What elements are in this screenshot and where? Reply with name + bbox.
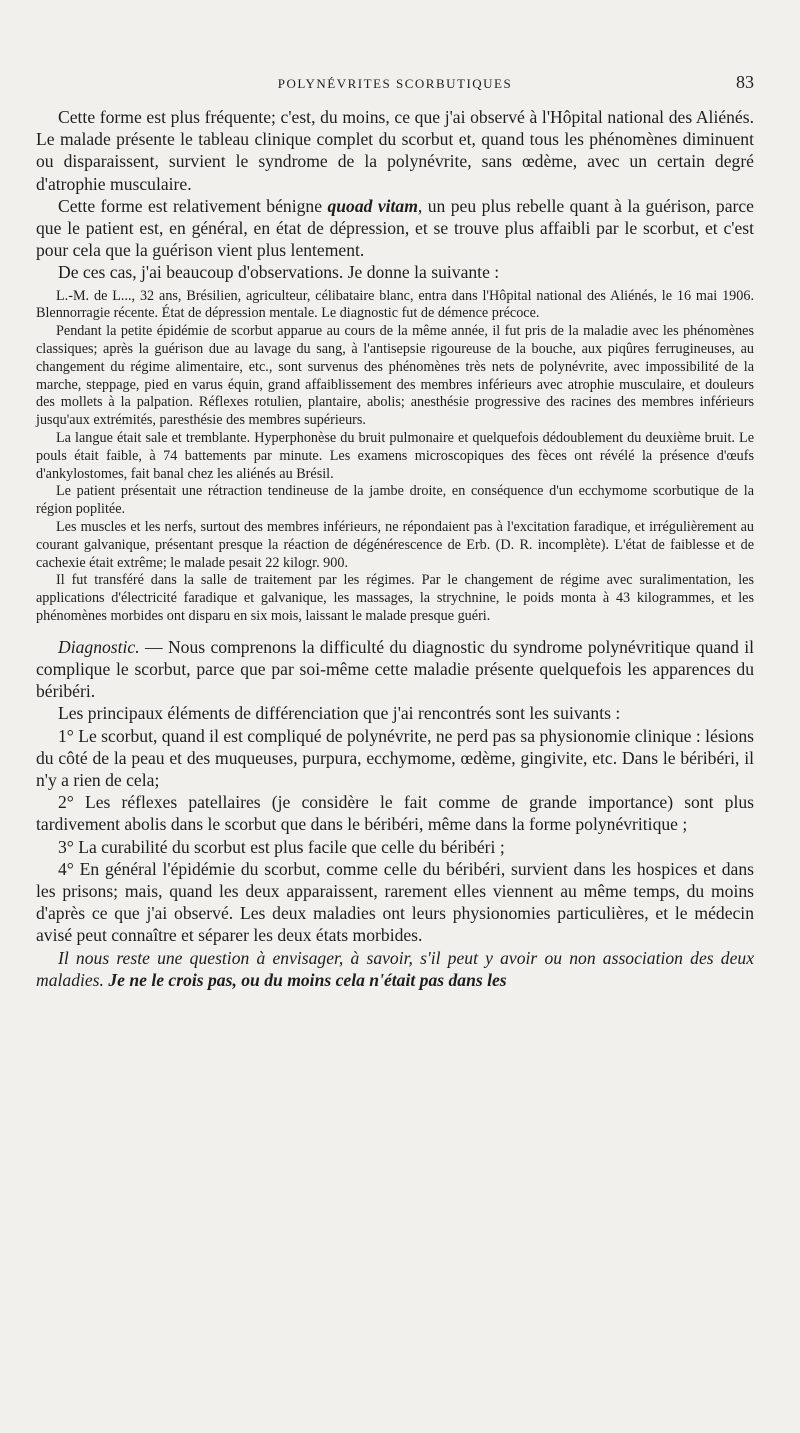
text-run: Je ne le crois pas, ou du moins cela n'était pas dans les — [108, 969, 507, 990]
paragraph — [36, 947, 754, 991]
observation-paragraph: Les muscles et les nerfs, surtout des membres inférieurs, ne répondaient pas à l'excitation faradique, et irrégulièrement au courant galvanique, présentant presque la réaction de dégénérescence de Erb. (D. R. incomplète). L'état de faiblesse et de cachexie était extrême; le malade pesait 22 kilogr. 900. — [36, 518, 754, 571]
text-run: Cette forme est relativement bénigne — [58, 195, 328, 216]
observation-paragraph: La langue était sale et tremblante. Hyperphonèse du bruit pulmonaire et quelquefois dédoublement du deuxième bruit. Le pouls était faible, à 74 battements par minute. Les examens microscopiques des fèces ont révélé la présence d'œufs d'ankylostomes, fait banal chez les aliénés au Brésil. — [36, 430, 754, 482]
list-item: 1° Le scorbut, quand il est compliqué de polynévrite, ne perd pas sa physionomie clinique : lésions du côté de la peau et des muqueuses, purpura, ecchymome, œdème, gingivite, etc. Dans le béribéri, il n'y a rien de cela; — [36, 725, 754, 790]
running-title: POLYNÉVRITES SCORBUTIQUES — [277, 76, 513, 91]
list-item: 4° En général l'épidémie du scorbut, comme celle du béribéri, survient dans les hospices et dans les prisons; mais, quand les deux apparaissent, rarement elles viennent au même temps, du moins d'après ce que j'ai observé. Les deux maladies ont leurs physionomies particulières, et le médecin avisé peut connaître et séparer les deux états morbides. — [36, 858, 754, 946]
paragraph — [36, 195, 754, 262]
latin-phrase: quoad vitam — [327, 195, 418, 216]
section-heading: Diagnostic. — [58, 636, 140, 657]
paragraph — [36, 636, 754, 703]
text-run: — Nous comprenons la difficulté du diagnostic du syndrome polynévritique quand il complique le scorbut, parce que par soi-même cette maladie présente quelquefois les apparences du béribéri. — [36, 636, 754, 702]
paragraph: Cette forme est plus fréquente; c'est, du moins, ce que j'ai observé à l'Hôpital national des Aliénés. Le malade présente le tableau clinique complet du scorbut et, quand tous les phénomènes diminuent ou disparaissent, survient le syndrome de la polynévrite, sans œdème, avec un certain degré d'atrophie musculaire. — [36, 107, 754, 194]
page-number: 83 — [736, 72, 754, 92]
list-item: 3° La curabilité du scorbut est plus facile que celle du béribéri ; — [58, 836, 505, 857]
observation-paragraph: L.-M. de L..., 32 ans, Brésilien, agriculteur, célibataire blanc, entra dans l'Hôpital national des Aliénés, le 16 mai 1906. Blennorragie récente. État de dépression mentale. Le diagnostic fut de démence précoce. — [36, 287, 754, 322]
text-run: Il nous reste une question à envisager, à savoir, s'il peut y avoir ou non association des deux maladies. — [36, 947, 754, 990]
paragraph: De ces cas, j'ai beaucoup d'observations. Je donne la suivante : — [58, 262, 500, 283]
observation-paragraph: Il fut transféré dans la salle de traitement par les régimes. Par le changement de régime avec suralimentation, les applications d'électricité faradique et galvanique, les massages, la strychnine, le poids monta à 43 kilogrammes, et les phénomènes morbides ont disparu en six mois, laissant le malade presque guéri. — [36, 572, 754, 624]
list-item: 2° Les réflexes patellaires (je considère le fait comme de grande importance) sont plus tardivement abolis dans le scorbut que dans le béribéri, même dans la forme polynévritique ; — [36, 792, 754, 835]
observation-paragraph: Le patient présentait une rétraction tendineuse de la jambe droite, en conséquence d'un ecchymome scorbutique de la région poplitée. — [36, 483, 754, 518]
observation-paragraph: Pendant la petite épidémie de scorbut apparue au cours de la même année, il fut pris de la maladie avec les phénomènes classiques; après la guérison due au lavage du sang, à l'antisepsie rigoureuse de la bouche, aux piqûres ferrugineuses, au changement du régime alimentaire, etc., sont survenus des phénomènes très nets de polynévrite, avec impossibilité de la marche, steppage, pied en varus équin, grand affaiblissement des membres inférieurs avec atrophie musculaire, et douleurs des mollets à la palpation. Réflexes rotulien, plantaire, abolis; anesthésie progressive des racines des membres inférieurs jusqu'aux extrémités, paresthésie des membres supérieurs. — [36, 323, 754, 429]
diagnosis-section — [36, 636, 754, 991]
text-run: , un peu plus rebelle quant à la guérison, parce que le patient est, en général, en état de dépression, et se trouve plus affaibli par le scorbut, et c'est pour cela que la guérison vient plus lentement. — [36, 195, 754, 261]
observation-section — [36, 288, 754, 626]
intro-section — [36, 106, 754, 284]
paragraph: Les principaux éléments de différenciation que j'ai rencontrés sont les suivants : — [58, 703, 621, 724]
page-header — [36, 72, 754, 106]
